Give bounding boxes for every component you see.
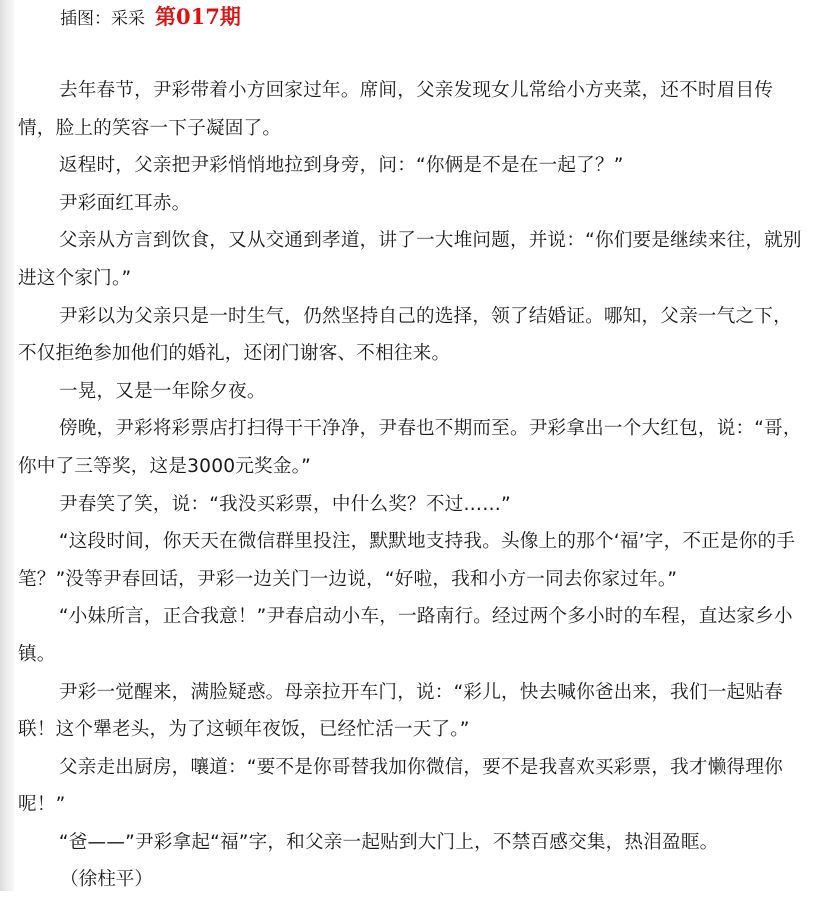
paragraph: 父亲走出厨房，嚷道：“要不是你哥替我加你微信，要不是我喜欢买彩票，我才懒得理你呢！” xyxy=(18,756,783,816)
paragraph: 傍晚，尹彩将彩票店打扫得干干净净，尹春也不期而至。尹彩拿出一个大红包，说：“哥，你中了三等奖，这是3000元奖金。” xyxy=(18,418,802,477)
paragraph: 尹春笑了笑，说：“我没买彩票，中什么奖？不过……” xyxy=(58,493,511,515)
article-body xyxy=(18,72,808,899)
paragraph: “这段时间，你天天在微信群里投注，默默地支持我。头像上的那个‘福’字，不正是你的手笔？”没等尹春回话，尹彩一边关门一边说，“好啦，我和小方一同去你家过年。” xyxy=(18,531,796,590)
paragraph: “小妹所言，正合我意！”尹春启动小车，一路南行。经过两个多小时的车程，直达家乡小镇。 xyxy=(18,606,793,665)
article xyxy=(18,0,808,899)
paragraph: 尹彩以为父亲只是一时生气，仍然坚持自己的选择，领了结婚证。哪知，父亲一气之下，不仅拒绝参加他们的婚礼，还闭门谢客、不相往来。 xyxy=(18,305,792,365)
paragraph: 父亲从方言到饮食，又从交通到孝道，讲了一大堆问题，并说：“你们要是继续来往，就别进这个家门。” xyxy=(18,230,802,289)
page-edge-shadow xyxy=(0,0,14,891)
author-signature: （徐柱平） xyxy=(60,869,153,891)
paragraph: 一晃，又是一年除夕夜。 xyxy=(58,380,266,402)
paragraph: 去年春节，尹彩带着小方回家过年。席间，父亲发现女儿常给小方夹菜，还不时眉目传情，脸上的笑容一下子凝固了。 xyxy=(18,80,774,139)
article-header xyxy=(18,0,808,34)
illustration-credit: 插图：采采 xyxy=(60,9,145,29)
issue-number: 第017期 xyxy=(155,4,241,29)
paragraph: 尹彩面红耳赤。 xyxy=(58,192,191,214)
paragraph: “爸——”尹彩拿起“福”字，和父亲一起贴到大门上，不禁百感交集，热泪盈眶。 xyxy=(58,831,719,853)
paragraph: 尹彩一觉醒来，满脸疑惑。母亲拉开车门，说：“彩儿，快去喊你爸出来，我们一起贴春联！这个犟老头，为了这顿年夜饭，已经忙活一天了。” xyxy=(18,681,783,741)
paragraph: 返程时，父亲把尹彩悄悄地拉到身旁，问：“你俩是不是在一起了？” xyxy=(58,155,624,177)
